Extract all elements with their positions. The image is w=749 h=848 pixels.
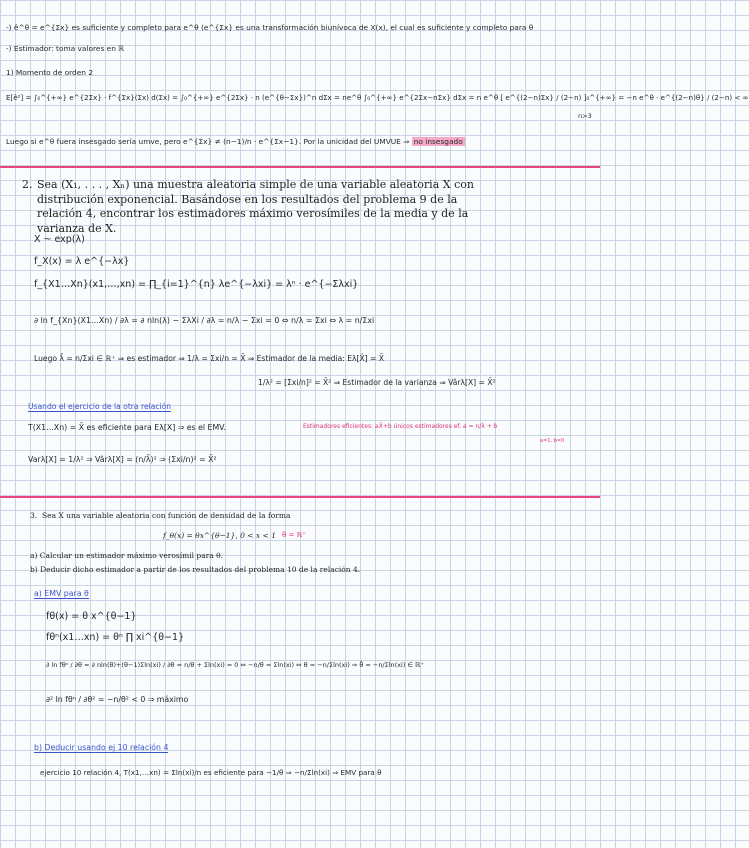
p2-estimator-variance: 1/λ² = [Σxi/n]² = X̄² ⇒ Estimador de la varianza ⇒ Vârλ[X] = X̄²	[258, 378, 496, 387]
top-line-2: -) Estimador: toma valores en ℝ	[6, 44, 125, 53]
p2-likelihood: f_{X1…Xn}(x1,…,xn) = ∏_{i=1}^{n} λe^{−λxi} = λⁿ · e^{−Σλxi}	[34, 279, 359, 290]
p3-a-derivative: ∂ ln fθⁿ / ∂θ = ∂ nln(θ)+(θ−1)Σln(xi) / ∂θ = n/θ + Σln(xi) = 0 ⇔ −n/θ = Σln(xi) ⇔ θ = −n/Σln(xi) ⇒ θ̂ = −n/Σln(xi) ∈ ℝ⁺	[46, 661, 424, 669]
p2-subtitle	[28, 402, 171, 411]
p3-a-second-derivative: ∂² ln fθⁿ / ∂θ² = −n/θ² < 0 ⇒ máximo	[46, 695, 189, 704]
p2-efficient-note-2: a=1, b=0	[540, 438, 565, 444]
top-eq2-highlight: no insesgado	[413, 137, 463, 146]
section-divider-2	[0, 496, 600, 498]
p3-a-likelihood: fθⁿ(x1…xn) = θⁿ ∏ xi^{θ−1}	[46, 632, 185, 643]
top-eq2-text: Luego si e^θ fuera insesgado sería umve, pero e^{Σx} ≠ (n−1)/n · e^{Σx−1}. Por la unicidad del UMVUE ⇒	[6, 137, 410, 146]
top-line-1: -) ê^θ = e^{Σx} es suficiente y completo para e^θ (e^{Σx} es una transformación biunívoca de X(x), el cual es suficiente y completo para θ	[6, 23, 534, 32]
top-equation-2	[6, 137, 465, 146]
p3-a-density: fθ(x) = θ x^{θ−1}	[46, 611, 137, 622]
p3-a-title-text: a) EMV para θ	[34, 589, 89, 598]
problem-3-item-b: b) Deducir dicho estimador a partir de los resultados del problema 10 de la relación 4.	[30, 565, 361, 574]
p2-estimator-mean: Luego λ̂ = n/Σxi ∈ ℝ⁺ ⇒ es estimador ⇒ 1/λ = Σxi/n = X̄ ⇒ Estimador de la media: Eλ[X̂] = X̄	[34, 354, 385, 363]
problem-2-statement: Sea (X₁, . . . , Xₙ) una muestra aleatoria simple de una variable aleatoria X con distribución exponencial. Basándose en los resultados del problema 9 de la relación 4, encontrar los estimadores máximo verosímiles de la media y de la varianza de X.	[37, 178, 474, 235]
problem-2-number: 2.	[22, 178, 33, 191]
p2-subtitle-text: Usando el ejercicio de la otra relación	[28, 402, 172, 411]
p3-b-statement: ejercicio 10 relación 4, T(x1,…xn) = Σln(xi)/n es eficiente para −1/θ ⇒ −n/Σln(xi) ⇒ EMV para θ	[40, 768, 382, 777]
problem-3-statement: Sea X una variable aleatoria con función de densidad de la forma	[42, 511, 291, 520]
top-equation-1: E[ê²] = ∫₀^{+∞} e^{2Σx} · f^{Σx}(Σx) d(Σx) = ∫₀^{+∞} e^{2Σx} · n (e^{θ−Σx})^n dΣx = ne^θ ∫₀^{+∞} e^{2Σx−nΣx} dΣx = n e^θ [ e^{(2−n)Σx} / (2−n) ]₀^{+∞} = −n e^θ · e^{(2−n)θ} / (2−n) < ∞	[6, 93, 749, 102]
p2-efficient: T(X1…Xn) = X̄ es eficiente para Eλ[X] ⇒ es el EMV.	[28, 423, 226, 432]
p2-density: f_X(x) = λ e^{−λx}	[34, 256, 130, 267]
p2-derivative: ∂ ln f_{Xn}(X1…Xn) / ∂λ = ∂ nln(λ) − ΣλXi / ∂λ = n/λ − Σxi = 0 ⇔ n/λ = Σxi ⇔ λ = n/Σxi	[34, 316, 375, 325]
section-divider-1	[0, 166, 600, 168]
p2-distribution: X ~ exp(λ)	[34, 234, 85, 245]
p2-efficient-note: Estimadores eficientes: aX̄+b únicos estimadores ef. a = n/λ + b	[303, 423, 498, 430]
top-line-3: 1) Momento de orden 2	[6, 68, 94, 77]
problem-3-number: 3.	[30, 511, 38, 520]
problem-3-item-a: a) Calcular un estimador máximo verosímil para θ.	[30, 551, 224, 560]
p3-b-title-text: b) Deducir usando ej 10 relación 4	[34, 743, 169, 752]
top-note: n>3	[578, 112, 592, 120]
problem-3-density: f_θ(x) = θx^{θ−1}, 0 < x < 1	[163, 531, 276, 540]
p3-theta-note: θ = ℝ⁺	[282, 531, 306, 539]
p3-b-title	[34, 743, 168, 752]
p2-variance-final: Varλ[X] = 1/λ² ⇒ Vârλ[X] = (n/λ̂)² ⇒ (Σxi/n)² = X̄²	[28, 455, 217, 464]
p3-a-title	[34, 589, 89, 598]
